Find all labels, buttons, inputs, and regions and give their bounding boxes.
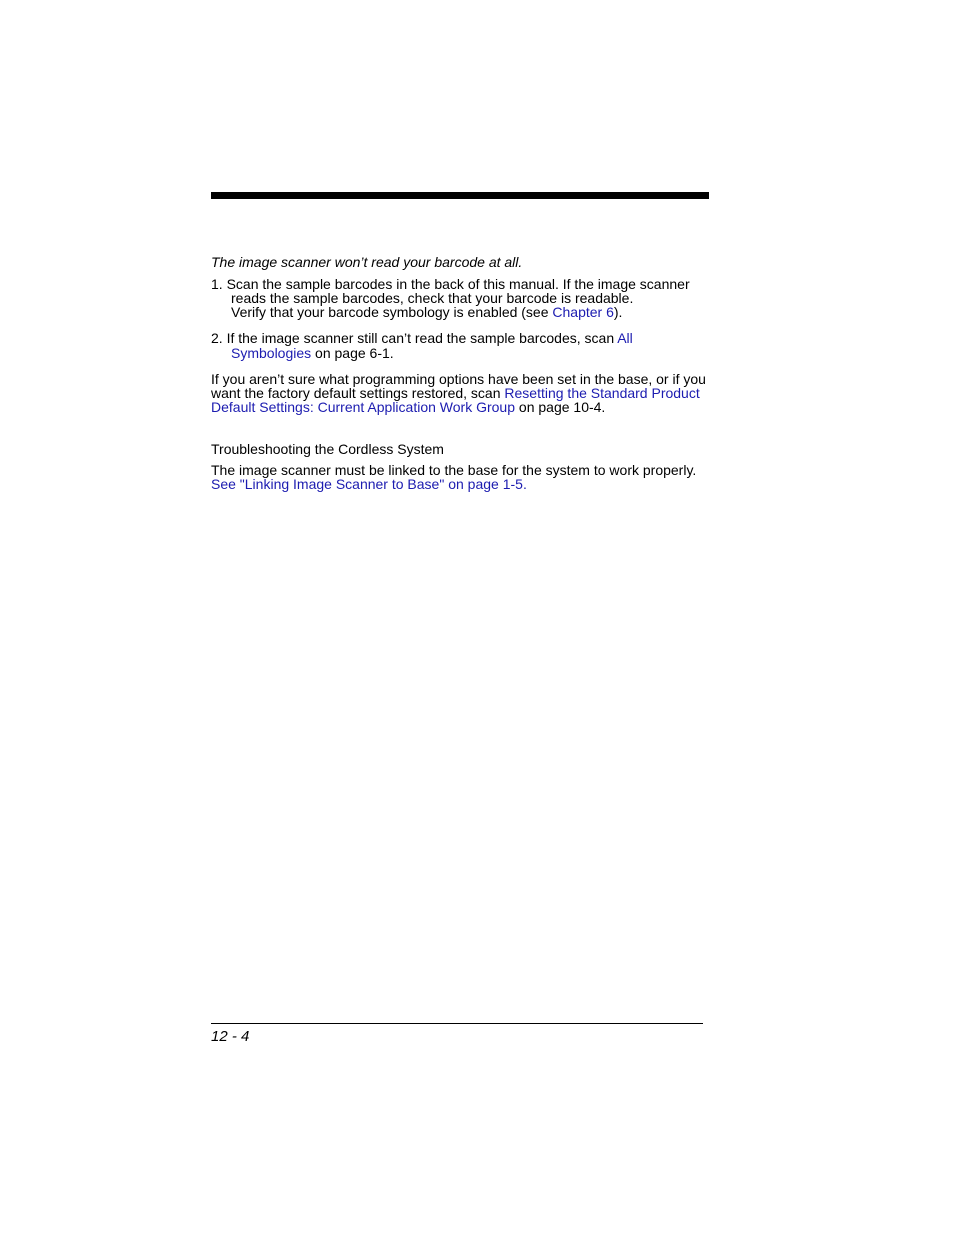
defaults-line2-text: want the factory default settings restored, scan [211, 385, 505, 401]
footer-rule [211, 1023, 703, 1024]
item1-line1: 1. Scan the sample barcodes in the back of this manual. If the image scanner [211, 276, 690, 292]
resetting-defaults-link-part1[interactable]: Resetting the Standard Product [504, 385, 700, 401]
intro-text: The image scanner won’t read your barcode at all. [211, 254, 523, 270]
item1-line3 [231, 305, 622, 319]
chapter-6-link[interactable]: Chapter 6 [552, 304, 614, 320]
defaults-line2 [211, 386, 700, 400]
link-para-line2 [211, 477, 527, 491]
resetting-defaults-link-part2[interactable]: Default Settings: Current Application Work Group [211, 399, 516, 415]
section-heading: Troubleshooting the Cordless System [211, 441, 444, 457]
page-number: 12 - 4 [211, 1028, 250, 1045]
item1-line3-end: ). [613, 304, 623, 320]
defaults-line3 [211, 400, 605, 414]
link-para-line1: The image scanner must be linked to the base for the system to work properly. [211, 462, 697, 478]
item2-line2-text: on page 6-1. [311, 345, 394, 361]
defaults-line1: If you aren’t sure what programming options have been set in the base, or if you [211, 371, 706, 387]
link-para-period: . [522, 476, 527, 492]
item2-line1 [211, 331, 633, 345]
item2-line2 [231, 346, 394, 360]
defaults-line3-text: on page 10-4. [515, 399, 606, 415]
all-symbologies-link-part2[interactable]: Symbologies [231, 345, 312, 361]
all-symbologies-link-part1[interactable]: All [617, 330, 633, 346]
item1-line3-text: Verify that your barcode symbology is enabled (see [231, 304, 553, 320]
item2-line1-text: 2. If the image scanner still can’t read the sample barcodes, scan [211, 330, 618, 346]
item1-line2: reads the sample barcodes, check that your barcode is readable. [231, 290, 634, 306]
top-rule [211, 192, 709, 199]
linking-scanner-link[interactable]: See "Linking Image Scanner to Base" on page 1-5 [211, 476, 523, 492]
